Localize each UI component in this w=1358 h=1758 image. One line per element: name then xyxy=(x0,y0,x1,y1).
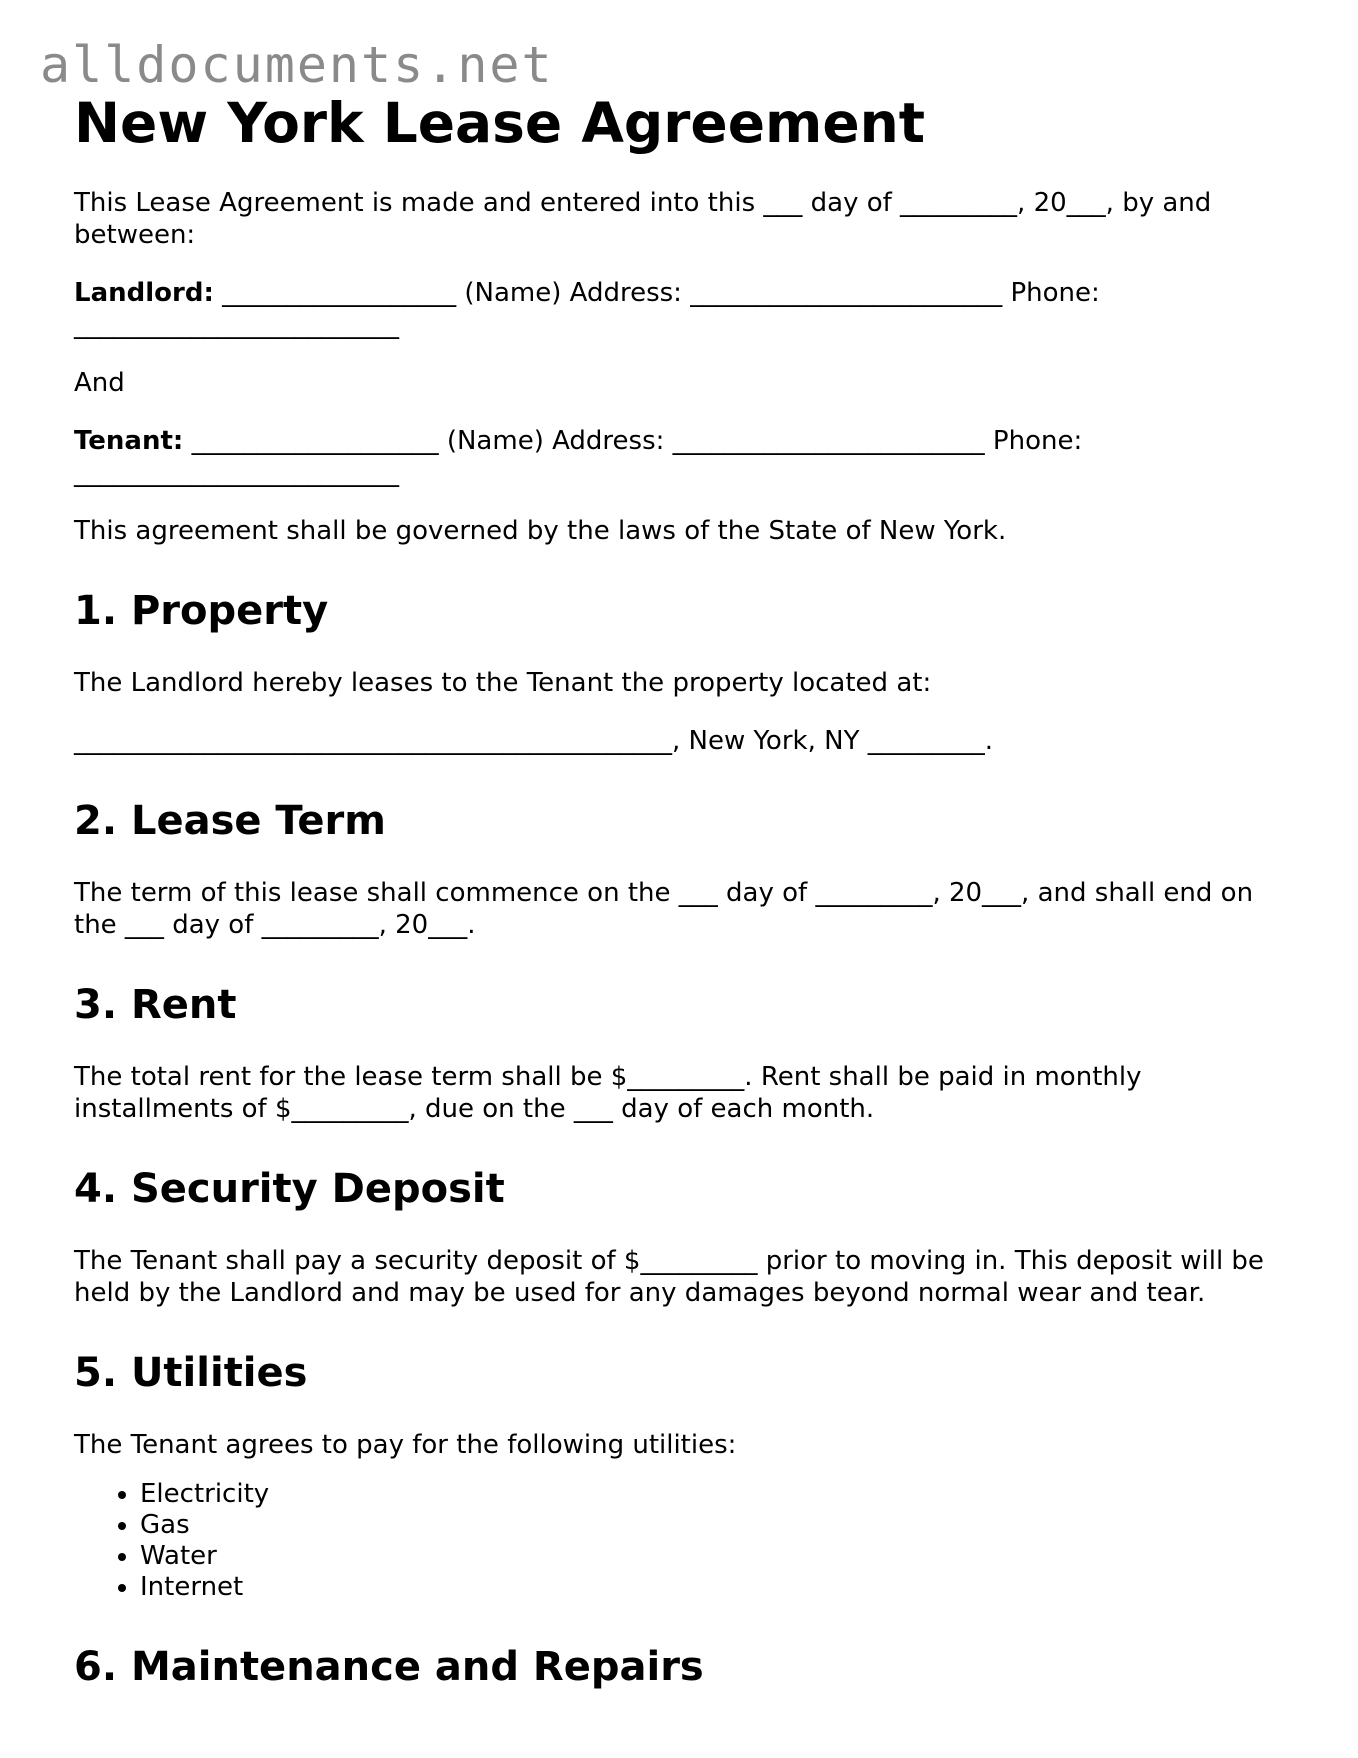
document-title: New York Lease Agreement xyxy=(74,91,926,155)
rent-paragraph: The total rent for the lease term shall be $_________. Rent shall be paid in monthly installments of $_________, due on the ___ day of each month. xyxy=(74,1062,1142,1125)
list-item: • Gas xyxy=(140,1510,1274,1541)
section-heading-security-deposit: 4. Security Deposit xyxy=(74,1166,505,1213)
tenant-label: Tenant: xyxy=(74,426,184,457)
section-heading-maintenance: 6. Maintenance and Repairs xyxy=(74,1644,704,1691)
security-deposit-paragraph: The Tenant shall pay a security deposit of $_________ prior to moving in. This deposit will be held by the Landlord and may be used for any damages beyond normal wear and tear. xyxy=(74,1246,1264,1309)
property-address-line: ______________________________________________, New York, NY _________. xyxy=(74,726,993,757)
lease-term-paragraph: The term of this lease shall commence on the ___ day of _________, 20___, and shall end on the ___ day of _________, 20___. xyxy=(74,878,1254,941)
governing-law-paragraph: This agreement shall be governed by the laws of the State of New York. xyxy=(74,516,1007,547)
landlord-line xyxy=(74,277,1274,341)
document-page xyxy=(74,92,1274,1723)
and-text: And xyxy=(74,368,125,399)
utilities-paragraph: The Tenant agrees to pay for the following utilities: xyxy=(74,1430,737,1461)
watermark: alldocuments.net xyxy=(40,36,554,94)
utilities-list xyxy=(74,1479,1274,1603)
list-item: • Electricity xyxy=(140,1479,1274,1510)
section-heading-lease-term: 2. Lease Term xyxy=(74,798,386,845)
intro-paragraph: This Lease Agreement is made and entered into this ___ day of _________, 20___, by and between: xyxy=(74,188,1212,251)
list-item: • Water xyxy=(140,1541,1274,1572)
tenant-line xyxy=(74,425,1274,489)
section-heading-utilities: 5. Utilities xyxy=(74,1350,308,1397)
landlord-label: Landlord: xyxy=(74,278,214,309)
tenant-fields: ___________________ (Name) Address: ________________________ Phone: _________________________ xyxy=(74,426,1083,489)
section-heading-property: 1. Property xyxy=(74,588,329,635)
list-item: • Internet xyxy=(140,1572,1274,1603)
property-paragraph: The Landlord hereby leases to the Tenant the property located at: xyxy=(74,668,932,699)
landlord-fields: __________________ (Name) Address: ________________________ Phone: _________________________ xyxy=(74,278,1100,341)
section-heading-rent: 3. Rent xyxy=(74,982,237,1029)
